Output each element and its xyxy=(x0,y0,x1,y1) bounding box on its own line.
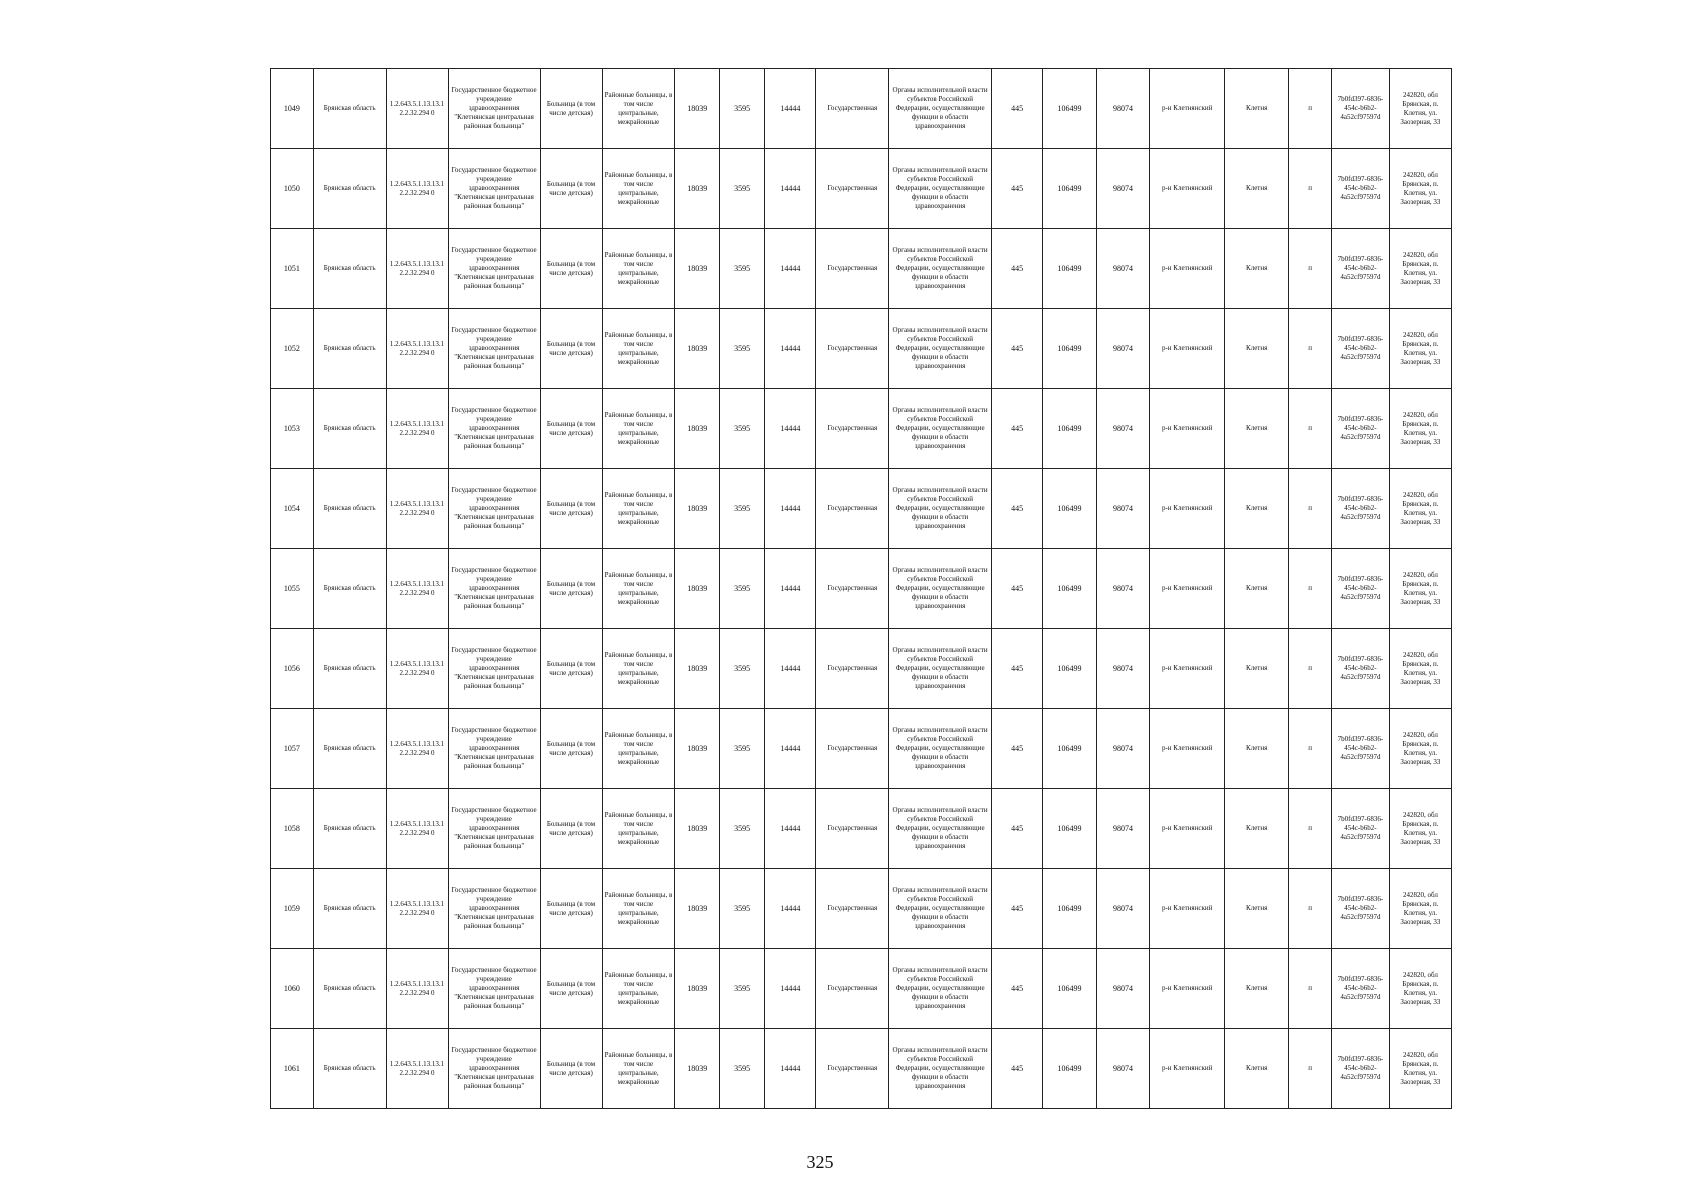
value-cell: 98074 xyxy=(1096,629,1149,709)
guid-cell: 7b0fd397-6836-454c-b6b2-4a52cf97597d xyxy=(1332,949,1390,1029)
org-category-cell: Районные больницы, в том числе центральные, межрайонные xyxy=(602,309,675,389)
table-row xyxy=(271,629,1452,709)
code-cell: 1.2.643.5.1.13.13.12.2.32.294 0 xyxy=(386,69,448,149)
authority-cell: Органы исполнительной власти субъектов Российской Федерации, осуществляющие функции в области здравоохранения xyxy=(889,69,992,149)
locality-cell: Клетня xyxy=(1225,469,1289,549)
guid-cell: 7b0fd397-6836-454c-b6b2-4a52cf97597d xyxy=(1332,1029,1390,1109)
settlement-type-cell: п xyxy=(1289,389,1332,469)
locality-cell: Клетня xyxy=(1225,949,1289,1029)
region-cell: Брянская область xyxy=(313,629,386,709)
value-cell: 14444 xyxy=(765,949,816,1029)
locality-cell: Клетня xyxy=(1225,1029,1289,1109)
value-cell: 445 xyxy=(991,549,1042,629)
org-category-cell: Районные больницы, в том числе центральные, межрайонные xyxy=(602,869,675,949)
org-name-cell: Государственное бюджетное учреждение здравоохранения "Клетнянская центральная районная больница" xyxy=(448,629,540,709)
settlement-type-cell: п xyxy=(1289,149,1332,229)
value-cell: 18039 xyxy=(675,549,720,629)
value-cell: 18039 xyxy=(675,309,720,389)
value-cell: 106499 xyxy=(1043,309,1096,389)
code-cell: 1.2.643.5.1.13.13.12.2.32.294 0 xyxy=(386,1029,448,1109)
district-cell: р-н Клетнянский xyxy=(1150,69,1225,149)
org-name-cell: Государственное бюджетное учреждение здравоохранения "Клетнянская центральная районная больница" xyxy=(448,149,540,229)
value-cell: 3595 xyxy=(720,549,765,629)
authority-cell: Органы исполнительной власти субъектов Российской Федерации, осуществляющие функции в области здравоохранения xyxy=(889,389,992,469)
table-row xyxy=(271,149,1452,229)
code-cell: 1.2.643.5.1.13.13.12.2.32.294 0 xyxy=(386,149,448,229)
org-category-cell: Районные больницы, в том числе центральные, межрайонные xyxy=(602,789,675,869)
address-cell: 242820, обл Брянская, п. Клетня, ул. Заозерная, 33 xyxy=(1389,869,1451,949)
settlement-type-cell: п xyxy=(1289,229,1332,309)
org-name-cell: Государственное бюджетное учреждение здравоохранения "Клетнянская центральная районная больница" xyxy=(448,469,540,549)
org-type-cell: Больница (в том числе детская) xyxy=(540,709,602,789)
guid-cell: 7b0fd397-6836-454c-b6b2-4a52cf97597d xyxy=(1332,149,1390,229)
value-cell: 98074 xyxy=(1096,789,1149,869)
code-cell: 1.2.643.5.1.13.13.12.2.32.294 0 xyxy=(386,709,448,789)
settlement-type-cell: п xyxy=(1289,309,1332,389)
code-cell: 1.2.643.5.1.13.13.12.2.32.294 0 xyxy=(386,389,448,469)
value-cell: 106499 xyxy=(1043,469,1096,549)
address-cell: 242820, обл Брянская, п. Клетня, ул. Заозерная, 33 xyxy=(1389,389,1451,469)
org-category-cell: Районные больницы, в том числе центральные, межрайонные xyxy=(602,229,675,309)
value-cell: 98074 xyxy=(1096,1029,1149,1109)
value-cell: 106499 xyxy=(1043,69,1096,149)
address-cell: 242820, обл Брянская, п. Клетня, ул. Заозерная, 33 xyxy=(1389,789,1451,869)
address-cell: 242820, обл Брянская, п. Клетня, ул. Заозерная, 33 xyxy=(1389,229,1451,309)
value-cell: 3595 xyxy=(720,229,765,309)
org-type-cell: Больница (в том числе детская) xyxy=(540,549,602,629)
org-name-cell: Государственное бюджетное учреждение здравоохранения "Клетнянская центральная районная больница" xyxy=(448,709,540,789)
org-type-cell: Больница (в том числе детская) xyxy=(540,469,602,549)
table-row xyxy=(271,949,1452,1029)
row-id: 1054 xyxy=(271,469,314,549)
guid-cell: 7b0fd397-6836-454c-b6b2-4a52cf97597d xyxy=(1332,869,1390,949)
value-cell: 14444 xyxy=(765,389,816,469)
value-cell: 106499 xyxy=(1043,629,1096,709)
row-id: 1060 xyxy=(271,949,314,1029)
value-cell: 3595 xyxy=(720,789,765,869)
table-row xyxy=(271,1029,1452,1109)
authority-cell: Органы исполнительной власти субъектов Российской Федерации, осуществляющие функции в области здравоохранения xyxy=(889,1029,992,1109)
address-cell: 242820, обл Брянская, п. Клетня, ул. Заозерная, 33 xyxy=(1389,949,1451,1029)
value-cell: 106499 xyxy=(1043,549,1096,629)
row-id: 1055 xyxy=(271,549,314,629)
ownership-cell: Государственная xyxy=(816,69,889,149)
value-cell: 445 xyxy=(991,709,1042,789)
value-cell: 445 xyxy=(991,869,1042,949)
value-cell: 98074 xyxy=(1096,229,1149,309)
address-cell: 242820, обл Брянская, п. Клетня, ул. Заозерная, 33 xyxy=(1389,549,1451,629)
value-cell: 445 xyxy=(991,69,1042,149)
address-cell: 242820, обл Брянская, п. Клетня, ул. Заозерная, 33 xyxy=(1389,149,1451,229)
ownership-cell: Государственная xyxy=(816,389,889,469)
authority-cell: Органы исполнительной власти субъектов Российской Федерации, осуществляющие функции в области здравоохранения xyxy=(889,149,992,229)
region-cell: Брянская область xyxy=(313,549,386,629)
medical-organizations-table xyxy=(270,68,1452,1109)
value-cell: 14444 xyxy=(765,709,816,789)
value-cell: 14444 xyxy=(765,629,816,709)
authority-cell: Органы исполнительной власти субъектов Российской Федерации, осуществляющие функции в области здравоохранения xyxy=(889,469,992,549)
guid-cell: 7b0fd397-6836-454c-b6b2-4a52cf97597d xyxy=(1332,549,1390,629)
value-cell: 14444 xyxy=(765,549,816,629)
org-type-cell: Больница (в том числе детская) xyxy=(540,869,602,949)
locality-cell: Клетня xyxy=(1225,549,1289,629)
row-id: 1061 xyxy=(271,1029,314,1109)
org-category-cell: Районные больницы, в том числе центральные, межрайонные xyxy=(602,469,675,549)
value-cell: 106499 xyxy=(1043,949,1096,1029)
value-cell: 445 xyxy=(991,789,1042,869)
value-cell: 106499 xyxy=(1043,789,1096,869)
settlement-type-cell: п xyxy=(1289,709,1332,789)
ownership-cell: Государственная xyxy=(816,549,889,629)
code-cell: 1.2.643.5.1.13.13.12.2.32.294 0 xyxy=(386,629,448,709)
value-cell: 18039 xyxy=(675,389,720,469)
value-cell: 106499 xyxy=(1043,149,1096,229)
org-name-cell: Государственное бюджетное учреждение здравоохранения "Клетнянская центральная районная больница" xyxy=(448,389,540,469)
code-cell: 1.2.643.5.1.13.13.12.2.32.294 0 xyxy=(386,229,448,309)
value-cell: 98074 xyxy=(1096,69,1149,149)
value-cell: 445 xyxy=(991,389,1042,469)
row-id: 1052 xyxy=(271,309,314,389)
region-cell: Брянская область xyxy=(313,69,386,149)
table-row xyxy=(271,549,1452,629)
org-type-cell: Больница (в том числе детская) xyxy=(540,1029,602,1109)
value-cell: 445 xyxy=(991,229,1042,309)
authority-cell: Органы исполнительной власти субъектов Российской Федерации, осуществляющие функции в области здравоохранения xyxy=(889,949,992,1029)
authority-cell: Органы исполнительной власти субъектов Российской Федерации, осуществляющие функции в области здравоохранения xyxy=(889,869,992,949)
row-id: 1059 xyxy=(271,869,314,949)
table-row xyxy=(271,389,1452,469)
value-cell: 3595 xyxy=(720,869,765,949)
value-cell: 3595 xyxy=(720,709,765,789)
ownership-cell: Государственная xyxy=(816,709,889,789)
address-cell: 242820, обл Брянская, п. Клетня, ул. Заозерная, 33 xyxy=(1389,469,1451,549)
ownership-cell: Государственная xyxy=(816,629,889,709)
value-cell: 445 xyxy=(991,949,1042,1029)
row-id: 1057 xyxy=(271,709,314,789)
ownership-cell: Государственная xyxy=(816,309,889,389)
value-cell: 3595 xyxy=(720,309,765,389)
org-category-cell: Районные больницы, в том числе центральные, межрайонные xyxy=(602,709,675,789)
district-cell: р-н Клетнянский xyxy=(1150,389,1225,469)
value-cell: 445 xyxy=(991,629,1042,709)
locality-cell: Клетня xyxy=(1225,709,1289,789)
row-id: 1058 xyxy=(271,789,314,869)
authority-cell: Органы исполнительной власти субъектов Российской Федерации, осуществляющие функции в области здравоохранения xyxy=(889,709,992,789)
value-cell: 98074 xyxy=(1096,149,1149,229)
value-cell: 14444 xyxy=(765,789,816,869)
value-cell: 3595 xyxy=(720,629,765,709)
authority-cell: Органы исполнительной власти субъектов Российской Федерации, осуществляющие функции в области здравоохранения xyxy=(889,309,992,389)
guid-cell: 7b0fd397-6836-454c-b6b2-4a52cf97597d xyxy=(1332,709,1390,789)
settlement-type-cell: п xyxy=(1289,69,1332,149)
org-category-cell: Районные больницы, в том числе центральные, межрайонные xyxy=(602,389,675,469)
code-cell: 1.2.643.5.1.13.13.12.2.32.294 0 xyxy=(386,309,448,389)
address-cell: 242820, обл Брянская, п. Клетня, ул. Заозерная, 33 xyxy=(1389,309,1451,389)
guid-cell: 7b0fd397-6836-454c-b6b2-4a52cf97597d xyxy=(1332,69,1390,149)
district-cell: р-н Клетнянский xyxy=(1150,149,1225,229)
table-body xyxy=(271,69,1452,1109)
org-type-cell: Больница (в том числе детская) xyxy=(540,69,602,149)
value-cell: 14444 xyxy=(765,149,816,229)
district-cell: р-н Клетнянский xyxy=(1150,549,1225,629)
registry-sheet xyxy=(270,68,1452,1109)
value-cell: 3595 xyxy=(720,1029,765,1109)
district-cell: р-н Клетнянский xyxy=(1150,309,1225,389)
region-cell: Брянская область xyxy=(313,469,386,549)
region-cell: Брянская область xyxy=(313,709,386,789)
authority-cell: Органы исполнительной власти субъектов Российской Федерации, осуществляющие функции в области здравоохранения xyxy=(889,229,992,309)
address-cell: 242820, обл Брянская, п. Клетня, ул. Заозерная, 33 xyxy=(1389,1029,1451,1109)
guid-cell: 7b0fd397-6836-454c-b6b2-4a52cf97597d xyxy=(1332,309,1390,389)
value-cell: 18039 xyxy=(675,629,720,709)
guid-cell: 7b0fd397-6836-454c-b6b2-4a52cf97597d xyxy=(1332,789,1390,869)
code-cell: 1.2.643.5.1.13.13.12.2.32.294 0 xyxy=(386,789,448,869)
region-cell: Брянская область xyxy=(313,869,386,949)
guid-cell: 7b0fd397-6836-454c-b6b2-4a52cf97597d xyxy=(1332,389,1390,469)
org-type-cell: Больница (в том числе детская) xyxy=(540,309,602,389)
value-cell: 106499 xyxy=(1043,709,1096,789)
locality-cell: Клетня xyxy=(1225,869,1289,949)
table-row xyxy=(271,709,1452,789)
ownership-cell: Государственная xyxy=(816,229,889,309)
table-row xyxy=(271,309,1452,389)
value-cell: 3595 xyxy=(720,389,765,469)
value-cell: 14444 xyxy=(765,309,816,389)
settlement-type-cell: п xyxy=(1289,469,1332,549)
district-cell: р-н Клетнянский xyxy=(1150,869,1225,949)
value-cell: 18039 xyxy=(675,469,720,549)
value-cell: 106499 xyxy=(1043,389,1096,469)
org-name-cell: Государственное бюджетное учреждение здравоохранения "Клетнянская центральная районная больница" xyxy=(448,69,540,149)
org-name-cell: Государственное бюджетное учреждение здравоохранения "Клетнянская центральная районная больница" xyxy=(448,309,540,389)
org-category-cell: Районные больницы, в том числе центральные, межрайонные xyxy=(602,549,675,629)
settlement-type-cell: п xyxy=(1289,789,1332,869)
table-row xyxy=(271,789,1452,869)
value-cell: 445 xyxy=(991,1029,1042,1109)
value-cell: 14444 xyxy=(765,469,816,549)
value-cell: 106499 xyxy=(1043,1029,1096,1109)
value-cell: 98074 xyxy=(1096,869,1149,949)
locality-cell: Клетня xyxy=(1225,69,1289,149)
value-cell: 445 xyxy=(991,149,1042,229)
ownership-cell: Государственная xyxy=(816,469,889,549)
row-id: 1050 xyxy=(271,149,314,229)
ownership-cell: Государственная xyxy=(816,869,889,949)
district-cell: р-н Клетнянский xyxy=(1150,629,1225,709)
value-cell: 18039 xyxy=(675,869,720,949)
value-cell: 14444 xyxy=(765,1029,816,1109)
address-cell: 242820, обл Брянская, п. Клетня, ул. Заозерная, 33 xyxy=(1389,629,1451,709)
region-cell: Брянская область xyxy=(313,309,386,389)
value-cell: 18039 xyxy=(675,149,720,229)
value-cell: 3595 xyxy=(720,69,765,149)
value-cell: 18039 xyxy=(675,1029,720,1109)
value-cell: 3595 xyxy=(720,949,765,1029)
org-name-cell: Государственное бюджетное учреждение здравоохранения "Клетнянская центральная районная больница" xyxy=(448,1029,540,1109)
org-type-cell: Больница (в том числе детская) xyxy=(540,629,602,709)
settlement-type-cell: п xyxy=(1289,1029,1332,1109)
org-name-cell: Государственное бюджетное учреждение здравоохранения "Клетнянская центральная районная больница" xyxy=(448,549,540,629)
org-type-cell: Больница (в том числе детская) xyxy=(540,949,602,1029)
value-cell: 98074 xyxy=(1096,949,1149,1029)
address-cell: 242820, обл Брянская, п. Клетня, ул. Заозерная, 33 xyxy=(1389,69,1451,149)
value-cell: 106499 xyxy=(1043,229,1096,309)
settlement-type-cell: п xyxy=(1289,949,1332,1029)
locality-cell: Клетня xyxy=(1225,149,1289,229)
guid-cell: 7b0fd397-6836-454c-b6b2-4a52cf97597d xyxy=(1332,469,1390,549)
value-cell: 98074 xyxy=(1096,469,1149,549)
district-cell: р-н Клетнянский xyxy=(1150,949,1225,1029)
ownership-cell: Государственная xyxy=(816,1029,889,1109)
locality-cell: Клетня xyxy=(1225,229,1289,309)
value-cell: 18039 xyxy=(675,709,720,789)
org-type-cell: Больница (в том числе детская) xyxy=(540,789,602,869)
value-cell: 18039 xyxy=(675,69,720,149)
value-cell: 106499 xyxy=(1043,869,1096,949)
locality-cell: Клетня xyxy=(1225,309,1289,389)
org-name-cell: Государственное бюджетное учреждение здравоохранения "Клетнянская центральная районная больница" xyxy=(448,229,540,309)
table-row xyxy=(271,229,1452,309)
locality-cell: Клетня xyxy=(1225,629,1289,709)
locality-cell: Клетня xyxy=(1225,389,1289,469)
region-cell: Брянская область xyxy=(313,789,386,869)
value-cell: 18039 xyxy=(675,949,720,1029)
row-id: 1053 xyxy=(271,389,314,469)
authority-cell: Органы исполнительной власти субъектов Российской Федерации, осуществляющие функции в области здравоохранения xyxy=(889,789,992,869)
row-id: 1051 xyxy=(271,229,314,309)
value-cell: 98074 xyxy=(1096,309,1149,389)
district-cell: р-н Клетнянский xyxy=(1150,1029,1225,1109)
value-cell: 3595 xyxy=(720,469,765,549)
locality-cell: Клетня xyxy=(1225,789,1289,869)
value-cell: 14444 xyxy=(765,869,816,949)
district-cell: р-н Клетнянский xyxy=(1150,229,1225,309)
code-cell: 1.2.643.5.1.13.13.12.2.32.294 0 xyxy=(386,869,448,949)
value-cell: 98074 xyxy=(1096,389,1149,469)
district-cell: р-н Клетнянский xyxy=(1150,469,1225,549)
district-cell: р-н Клетнянский xyxy=(1150,709,1225,789)
org-name-cell: Государственное бюджетное учреждение здравоохранения "Клетнянская центральная районная больница" xyxy=(448,869,540,949)
ownership-cell: Государственная xyxy=(816,949,889,1029)
value-cell: 445 xyxy=(991,309,1042,389)
org-type-cell: Больница (в том числе детская) xyxy=(540,229,602,309)
org-type-cell: Больница (в том числе детская) xyxy=(540,149,602,229)
code-cell: 1.2.643.5.1.13.13.12.2.32.294 0 xyxy=(386,469,448,549)
code-cell: 1.2.643.5.1.13.13.12.2.32.294 0 xyxy=(386,949,448,1029)
row-id: 1049 xyxy=(271,69,314,149)
guid-cell: 7b0fd397-6836-454c-b6b2-4a52cf97597d xyxy=(1332,629,1390,709)
region-cell: Брянская область xyxy=(313,1029,386,1109)
value-cell: 98074 xyxy=(1096,549,1149,629)
table-row xyxy=(271,469,1452,549)
ownership-cell: Государственная xyxy=(816,149,889,229)
value-cell: 3595 xyxy=(720,149,765,229)
value-cell: 445 xyxy=(991,469,1042,549)
region-cell: Брянская область xyxy=(313,389,386,469)
org-name-cell: Государственное бюджетное учреждение здравоохранения "Клетнянская центральная районная больница" xyxy=(448,789,540,869)
authority-cell: Органы исполнительной власти субъектов Российской Федерации, осуществляющие функции в области здравоохранения xyxy=(889,549,992,629)
org-category-cell: Районные больницы, в том числе центральные, межрайонные xyxy=(602,629,675,709)
region-cell: Брянская область xyxy=(313,229,386,309)
table-row xyxy=(271,69,1452,149)
org-category-cell: Районные больницы, в том числе центральные, межрайонные xyxy=(602,949,675,1029)
org-category-cell: Районные больницы, в том числе центральные, межрайонные xyxy=(602,69,675,149)
org-category-cell: Районные больницы, в том числе центральные, межрайонные xyxy=(602,149,675,229)
value-cell: 18039 xyxy=(675,789,720,869)
ownership-cell: Государственная xyxy=(816,789,889,869)
code-cell: 1.2.643.5.1.13.13.12.2.32.294 0 xyxy=(386,549,448,629)
row-id: 1056 xyxy=(271,629,314,709)
table-row xyxy=(271,869,1452,949)
value-cell: 98074 xyxy=(1096,709,1149,789)
settlement-type-cell: п xyxy=(1289,549,1332,629)
org-type-cell: Больница (в том числе детская) xyxy=(540,389,602,469)
settlement-type-cell: п xyxy=(1289,869,1332,949)
settlement-type-cell: п xyxy=(1289,629,1332,709)
page-number: 325 xyxy=(806,1152,834,1172)
value-cell: 14444 xyxy=(765,229,816,309)
value-cell: 14444 xyxy=(765,69,816,149)
district-cell: р-н Клетнянский xyxy=(1150,789,1225,869)
address-cell: 242820, обл Брянская, п. Клетня, ул. Заозерная, 33 xyxy=(1389,709,1451,789)
value-cell: 18039 xyxy=(675,229,720,309)
region-cell: Брянская область xyxy=(313,149,386,229)
org-name-cell: Государственное бюджетное учреждение здравоохранения "Клетнянская центральная районная больница" xyxy=(448,949,540,1029)
region-cell: Брянская область xyxy=(313,949,386,1029)
org-category-cell: Районные больницы, в том числе центральные, межрайонные xyxy=(602,1029,675,1109)
authority-cell: Органы исполнительной власти субъектов Российской Федерации, осуществляющие функции в области здравоохранения xyxy=(889,629,992,709)
guid-cell: 7b0fd397-6836-454c-b6b2-4a52cf97597d xyxy=(1332,229,1390,309)
